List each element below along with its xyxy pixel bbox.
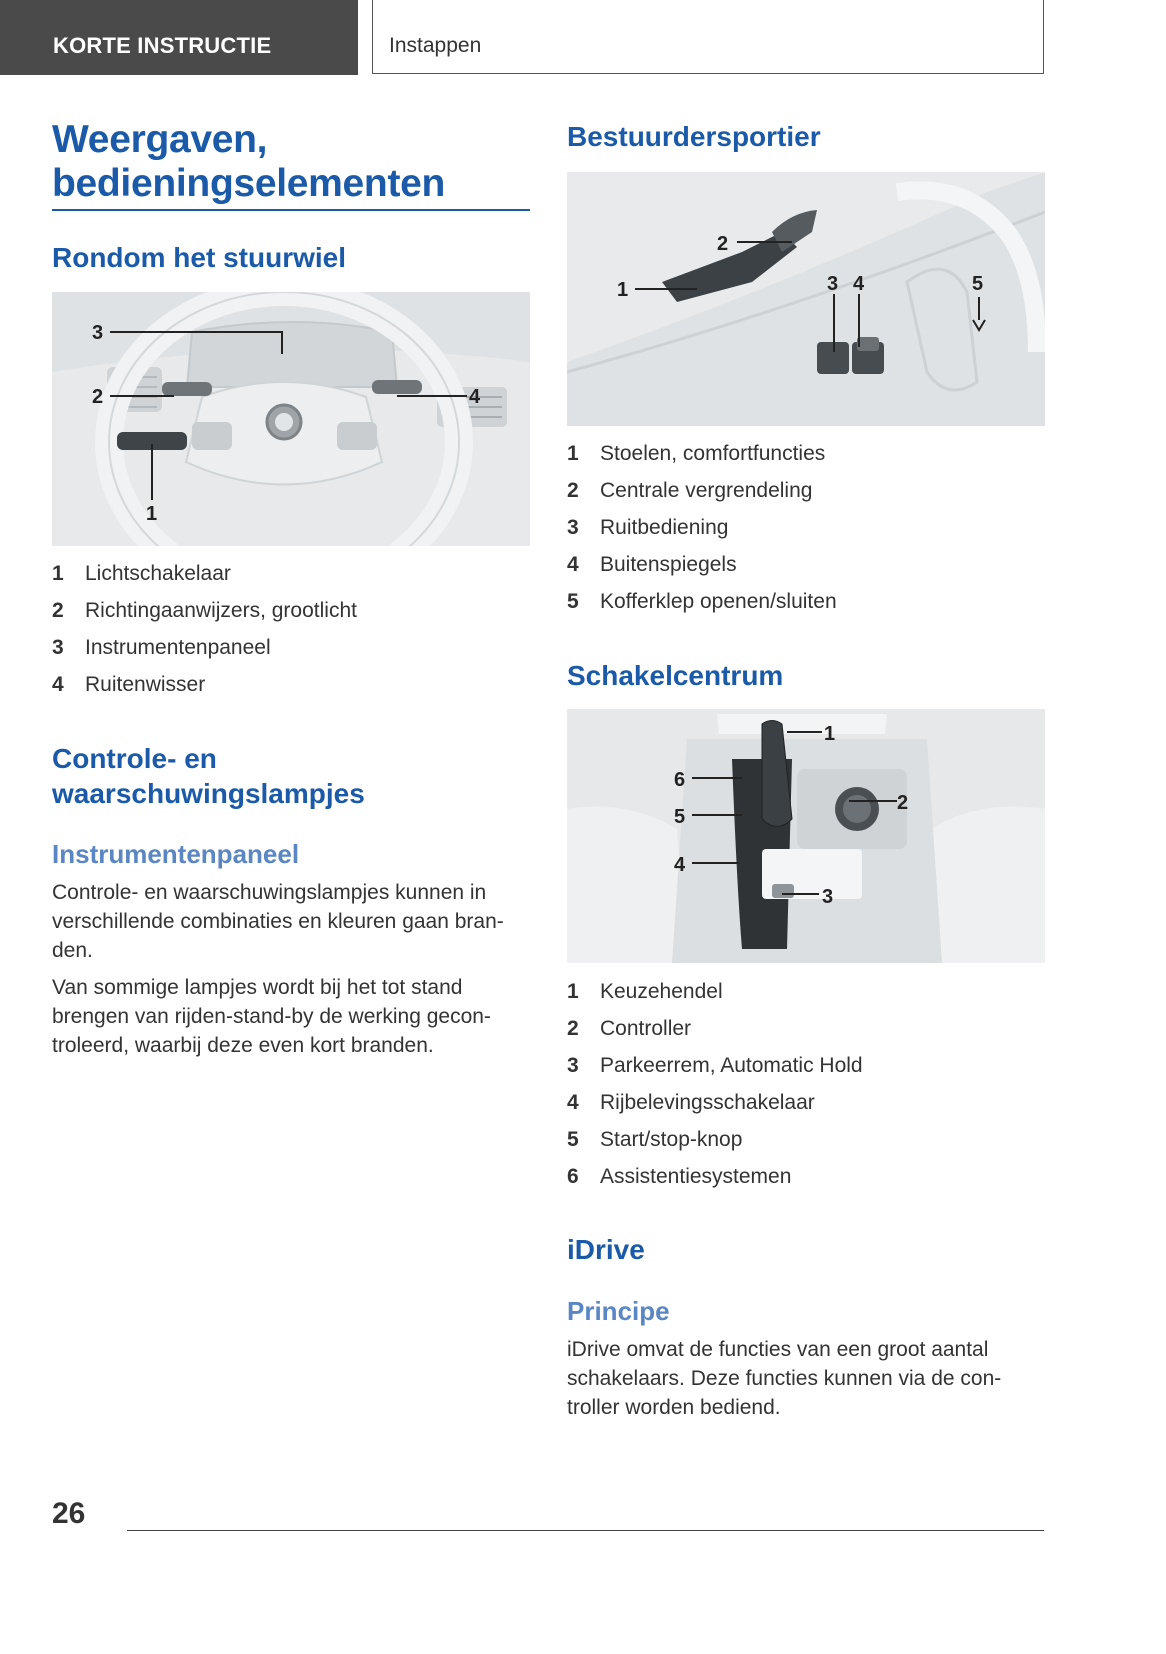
console-legend [567, 973, 863, 1195]
list-item: 5 Start/stop-knop [567, 1128, 743, 1151]
list-item: 3 Instrumentenpaneel [52, 636, 271, 659]
console-callout-4: 4 [674, 854, 686, 876]
list-item: 4 Buitenspiegels [567, 553, 737, 576]
console-callout-5: 5 [674, 806, 686, 828]
section-label: KORTE INSTRUCTIE [53, 33, 272, 58]
list-item: 4 Ruitenwisser [52, 673, 206, 696]
center-console-figure [567, 709, 1045, 963]
chapter-label: Instappen [389, 34, 482, 57]
warnings-paragraph-2: Van sommige lampjes wordt bij het tot stand brengen van rijden-stand-by de werking gecon- troleerd, waarbij deze even kort branden. [52, 976, 491, 1057]
list-item: 3 Ruitbediening [567, 516, 729, 539]
steering-callout-3: 3 [92, 322, 104, 344]
door-callout-5: 5 [972, 273, 984, 295]
idrive-subheading: Principe [567, 1296, 670, 1326]
title-rule [52, 209, 530, 211]
warnings-heading: Controle- en waarschuwingslampjes [52, 743, 365, 809]
list-item: 5 Kofferklep openen/sluiten [567, 590, 837, 613]
list-item: 1 Keuzehendel [567, 980, 723, 1003]
list-item: 2 Centrale vergrendeling [567, 479, 813, 502]
console-callout-6: 6 [674, 769, 686, 791]
list-item: 2 Controller [567, 1017, 692, 1040]
door-callout-2: 2 [717, 233, 729, 255]
console-callout-3: 3 [822, 886, 834, 908]
door-callout-1: 1 [617, 279, 629, 301]
driver-door-figure [567, 172, 1045, 426]
steering-legend [52, 555, 357, 703]
steering-callout-4: 4 [469, 386, 481, 408]
list-item: 1 Lichtschakelaar [52, 562, 231, 585]
steering-wheel-figure [52, 292, 530, 546]
list-item: 1 Stoelen, comfortfuncties [567, 442, 826, 465]
door-callout-4: 4 [853, 273, 865, 295]
list-item: 2 Richtingaanwijzers, grootlicht [52, 599, 357, 622]
page-number: 26 [52, 1497, 86, 1530]
steering-heading: Rondom het stuurwiel [52, 242, 346, 273]
console-callout-1: 1 [824, 723, 836, 745]
footer-rule [127, 1530, 1044, 1531]
page-title: Weergaven, bedieningselementen [52, 118, 446, 205]
door-legend [567, 435, 837, 620]
idrive-heading: iDrive [567, 1234, 645, 1265]
console-heading: Schakelcentrum [567, 660, 784, 691]
warnings-subheading: Instrumentenpaneel [52, 839, 300, 869]
list-item: 3 Parkeerrem, Automatic Hold [567, 1054, 863, 1077]
list-item: 6 Assistentiesystemen [567, 1165, 792, 1188]
steering-callout-1: 1 [146, 503, 158, 525]
door-heading: Bestuurdersportier [567, 121, 821, 152]
console-callout-2: 2 [897, 792, 909, 814]
chapter-tab [372, 0, 1044, 74]
warnings-paragraph-1: Controle- en waarschuwingslampjes kunnen in verschillende combinaties en kleuren gaan bran- den. [52, 881, 504, 962]
idrive-paragraph: iDrive omvat de functies van een groot aantal schakelaars. Deze functies kunnen via de con- troller worden bediend. [567, 1338, 1002, 1419]
steering-callout-2: 2 [92, 386, 104, 408]
door-callout-3: 3 [827, 273, 839, 295]
list-item: 4 Rijbelevingsschakelaar [567, 1091, 815, 1114]
section-tab [0, 0, 358, 75]
